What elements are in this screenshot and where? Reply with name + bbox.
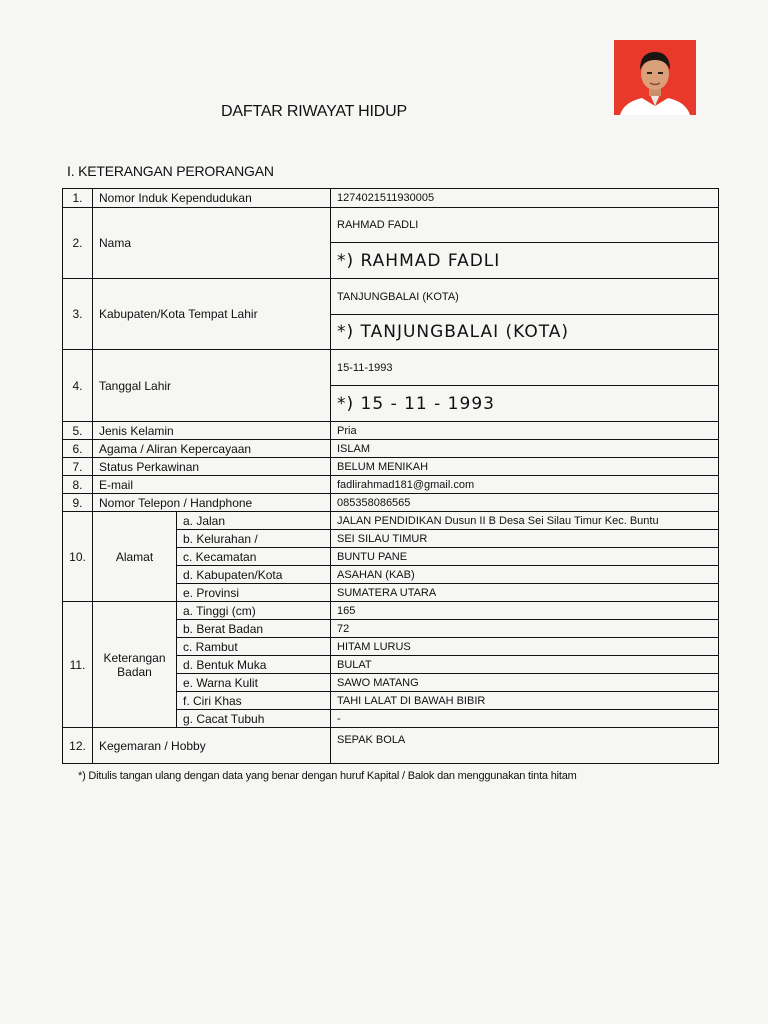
row-label: Status Perkawinan — [93, 458, 331, 476]
row-nama — [63, 208, 719, 243]
row-badan-tinggi — [63, 602, 719, 620]
row-number: 3. — [63, 279, 93, 350]
sub-value: SEI SILAU TIMUR — [331, 530, 719, 548]
row-number: 10. — [63, 512, 93, 602]
row-label-line: Keterangan — [103, 650, 166, 665]
document-title: DAFTAR RIWAYAT HIDUP — [221, 103, 407, 120]
row-number: 7. — [63, 458, 93, 476]
row-label-line: Badan — [117, 664, 152, 679]
row-value: SEPAK BOLA — [331, 728, 719, 764]
row-email — [63, 476, 719, 494]
row-status-perkawinan — [63, 458, 719, 476]
row-label: Tanggal Lahir — [93, 350, 331, 422]
sub-value: SAWO MATANG — [331, 674, 719, 692]
row-label: Kegemaran / Hobby — [93, 728, 331, 764]
row-number: 11. — [63, 602, 93, 728]
sub-value: 165 — [331, 602, 719, 620]
row-value: 15-11-1993 — [331, 350, 719, 386]
sub-value: ASAHAN (KAB) — [331, 566, 719, 584]
row-nik — [63, 189, 719, 208]
row-hobby — [63, 728, 719, 764]
row-jenis-kelamin — [63, 422, 719, 440]
row-number: 4. — [63, 350, 93, 422]
handwritten-value: *) TANJUNGBALAI (KOTA) — [331, 315, 719, 350]
row-value: TANJUNGBALAI (KOTA) — [331, 279, 719, 315]
row-number: 6. — [63, 440, 93, 458]
row-agama — [63, 440, 719, 458]
sub-label: g. Cacat Tubuh — [177, 710, 331, 728]
row-number: 8. — [63, 476, 93, 494]
row-value: RAHMAD FADLI — [331, 208, 719, 243]
row-label: Nomor Induk Kependudukan — [93, 189, 331, 208]
row-value: Pria — [331, 422, 719, 440]
row-label: Alamat — [93, 512, 177, 602]
row-label: Kabupaten/Kota Tempat Lahir — [93, 279, 331, 350]
row-label: E-mail — [93, 476, 331, 494]
row-number: 2. — [63, 208, 93, 279]
sub-label: b. Berat Badan — [177, 620, 331, 638]
sub-value: BULAT — [331, 656, 719, 674]
sub-label: c. Kecamatan — [177, 548, 331, 566]
row-alamat-jalan — [63, 512, 719, 530]
sub-value: TAHI LALAT DI BAWAH BIBIR — [331, 692, 719, 710]
sub-label: a. Jalan — [177, 512, 331, 530]
row-label: Nama — [93, 208, 331, 279]
row-label — [93, 602, 177, 728]
row-value: 1274021511930005 — [331, 189, 719, 208]
sub-value: BUNTU PANE — [331, 548, 719, 566]
handwritten-value: *) 15 - 11 - 1993 — [331, 386, 719, 422]
sub-value: - — [331, 710, 719, 728]
row-number: 5. — [63, 422, 93, 440]
row-label: Jenis Kelamin — [93, 422, 331, 440]
sub-label: c. Rambut — [177, 638, 331, 656]
sub-label: b. Kelurahan / — [177, 530, 331, 548]
row-number: 1. — [63, 189, 93, 208]
footnote: *) Ditulis tangan ulang dengan data yang benar dengan huruf Kapital / Balok dan menggunakan tinta hitam — [78, 770, 577, 782]
row-label: Nomor Telepon / Handphone — [93, 494, 331, 512]
personal-info-table — [62, 188, 719, 764]
sub-label: a. Tinggi (cm) — [177, 602, 331, 620]
sub-label: e. Provinsi — [177, 584, 331, 602]
row-tanggal-lahir — [63, 350, 719, 386]
sub-value: 72 — [331, 620, 719, 638]
handwritten-value: *) RAHMAD FADLI — [331, 243, 719, 279]
sub-value: SUMATERA UTARA — [331, 584, 719, 602]
sub-label: e. Warna Kulit — [177, 674, 331, 692]
sub-label: d. Kabupaten/Kota — [177, 566, 331, 584]
row-number: 12. — [63, 728, 93, 764]
sub-label: f. Ciri Khas — [177, 692, 331, 710]
row-telepon — [63, 494, 719, 512]
row-value: fadlirahmad181@gmail.com — [331, 476, 719, 494]
row-value: ISLAM — [331, 440, 719, 458]
row-value: 085358086565 — [331, 494, 719, 512]
section-title: I. KETERANGAN PERORANGAN — [67, 163, 274, 179]
row-number: 9. — [63, 494, 93, 512]
row-tempat-lahir — [63, 279, 719, 315]
sub-value: JALAN PENDIDIKAN Dusun II B Desa Sei Silau Timur Kec. Buntu — [331, 512, 719, 530]
sub-value: HITAM LURUS — [331, 638, 719, 656]
sub-label: d. Bentuk Muka — [177, 656, 331, 674]
row-label: Agama / Aliran Kepercayaan — [93, 440, 331, 458]
row-value: BELUM MENIKAH — [331, 458, 719, 476]
